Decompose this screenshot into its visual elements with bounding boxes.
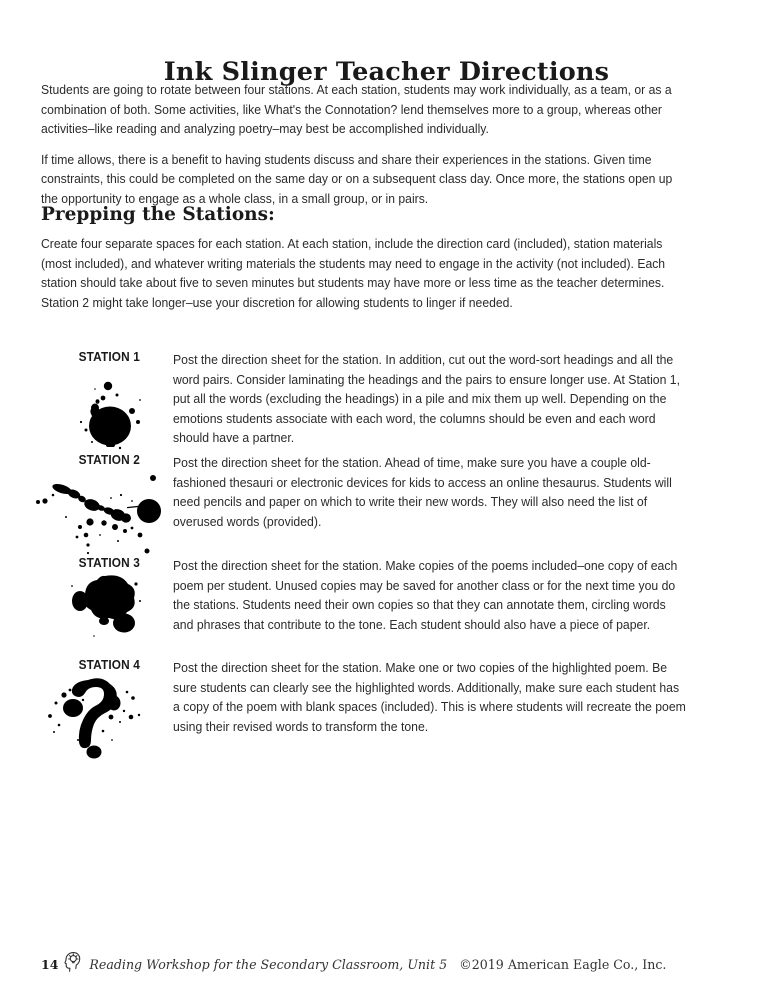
ink-blot-cluster-icon	[40, 568, 175, 648]
station-1-label: STATION 1	[78, 350, 140, 364]
station-2-label: STATION 2	[78, 453, 140, 467]
ink-blot-round-icon	[40, 364, 175, 454]
page-footer	[41, 950, 666, 979]
station-3-label: STATION 3	[78, 556, 140, 570]
footer-page-number: 14	[41, 957, 59, 972]
footer-copyright: ©2019 American Eagle Co., Inc.	[459, 957, 667, 972]
page-title: Ink Slinger Teacher Directions	[163, 57, 610, 88]
intro-paragraph-1: Students are going to rotate between four stations. At each station, students may work individually, as a team, or as a combination of both. Some activities, like What's the Connotation? lend themselves more to a group, whereas other activities–like reading and analyzing poetry–may best be accomplished individually.	[41, 82, 672, 137]
prepping-block	[41, 234, 687, 323]
station-3-text: Post the direction sheet for the station. Make copies of the poems included–one copy of each poem per student. Unused copies may be saved for another class or for the next time you do the stations. Students need their own copies so that they can annotate them, circling words and phrases that contribute to the tone. Each student should also have a piece of paper.	[173, 558, 678, 632]
ink-blot-diagonal-splatter-icon	[22, 465, 172, 560]
intro-paragraph-2: If time allows, there is a benefit to having students discuss and share their experiences in the stations. Given time constraints, this could be completed on the same day or on a subsequent class day. Once more, the stations open up the opportunity to engage as a whole class, in a small group, or in pairs.	[41, 151, 673, 206]
section-paragraph: Create four separate spaces for each station. At each station, include the direction card (included), station materials (most included), and whatever writing materials the students may need to engage in the activity (not included). Each station should take about five to seven minutes but students may have more or less time as the teacher determines. Station 2 might take longer–use your discretion for allowing students to linger if needed.	[41, 236, 666, 310]
station-4-text: Post the direction sheet for the station. Make one or two copies of the highlighted poem. Be sure students can clearly see the highlighted words. Additionally, make sure each student has a copy of the poem with blank spaces (included). This is where students will recreate the poem using their revised words to transform the tone.	[173, 660, 686, 734]
head-lightbulb-icon	[62, 950, 84, 979]
footer-publication-title: Reading Workshop for the Secondary Classroom, Unit 5	[89, 957, 448, 972]
intro-block	[41, 80, 687, 220]
station-4-label: STATION 4	[78, 658, 140, 672]
section-heading: Prepping the Stations:	[41, 204, 275, 225]
station-2-text: Post the direction sheet for the station. Ahead of time, make sure you have a couple old-fashioned thesauri or electronic devices for kids to access an online thesaurus. Students will need pencils and paper on which to write their new words. They will also need the list of overused words (provided).	[173, 455, 672, 529]
ink-blot-question-mark-icon	[28, 670, 168, 760]
footer-publication	[89, 957, 666, 972]
station-1-text: Post the direction sheet for the station. In addition, cut out the word-sort headings and all the word pairs. Consider laminating the headings and the pairs to ensure longer use. At Station 1, put all the words (excluding the headings) in a pile and mix them up well. Depending on the emotions students associate with each word, the columns should be even and each word should have a partner.	[173, 352, 681, 446]
